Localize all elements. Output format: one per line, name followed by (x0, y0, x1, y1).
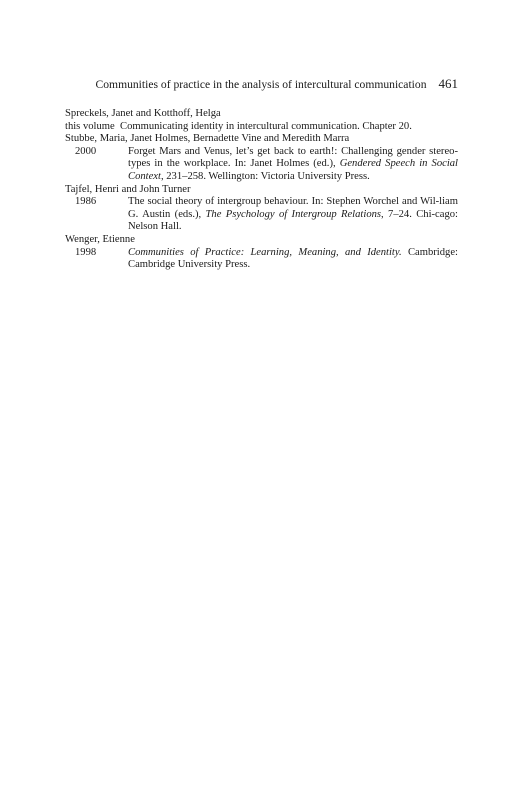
reference-author: Stubbe, Maria, Janet Holmes, Bernadette Vine and Meredith Marra (65, 133, 350, 145)
reference-text: Communicating identity in intercultural communication. Chapter 20. (120, 120, 412, 132)
running-title: Communities of practice in the analysis of intercultural communication (95, 78, 427, 91)
reference-entry (65, 121, 458, 134)
reference-author: Spreckels, Janet and Kotthoff, Helga (65, 108, 221, 119)
reference-text-part: Forget Mars and Venus, let’s get back to earth!: Challenging gender stereo-types in the workplace. In: Janet Holmes (ed.), (128, 145, 458, 170)
reference-book-title: Gendered Speech in Social Context (128, 158, 458, 182)
reference-book-title: The Psychology of Intergroup Relations (205, 208, 382, 220)
reference-text-part: Cambridge: Cambridge University Press. (128, 246, 458, 271)
reference-entry (65, 146, 458, 184)
reference-text (128, 196, 458, 234)
reference-text (128, 146, 458, 184)
reference-text-part: , 7–24. Chi-cago: Nelson Hall. (128, 208, 459, 233)
reference-text (128, 247, 458, 272)
reference-list (65, 108, 458, 272)
reference-year: 1998 (75, 246, 97, 258)
reference-text-part: The social theory of intergroup behaviour. In: Stephen Worchel and Wil-liam G. Austin (eds.), (128, 196, 458, 220)
running-head (0, 77, 458, 92)
reference-author: Wenger, Etienne (65, 233, 135, 245)
reference-book-title: Communities of Practice: Learning, Meaning, and Identity. (128, 246, 402, 258)
reference-year: this volume (65, 120, 115, 132)
reference-year: 2000 (75, 145, 97, 157)
reference-entry (65, 196, 458, 234)
reference-text-part: , 231–258. Wellington: Victoria University Press. (160, 170, 370, 182)
reference-year: 1986 (75, 196, 97, 208)
reference-author: Tajfel, Henri and John Turner (65, 183, 191, 195)
page-number: 461 (438, 76, 458, 91)
reference-entry (65, 247, 458, 272)
